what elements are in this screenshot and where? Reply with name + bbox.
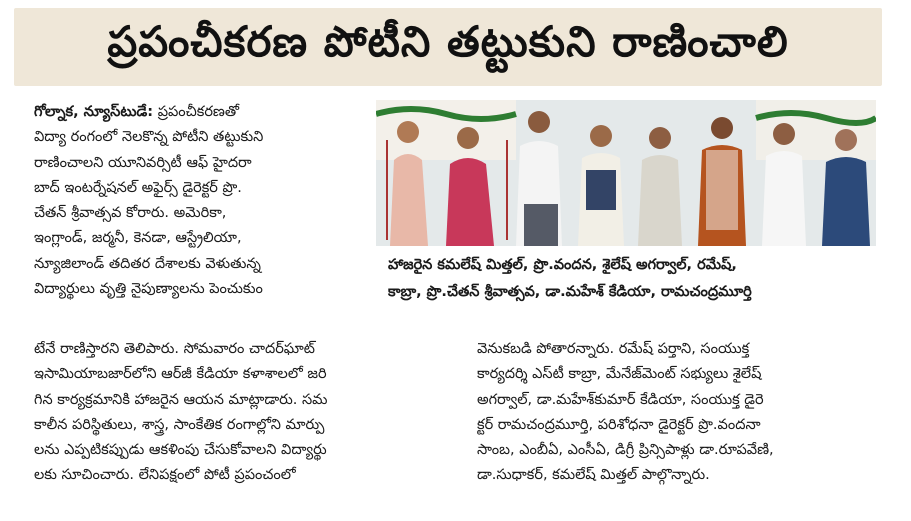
photo-caption <box>388 252 880 306</box>
article-line: విద్యార్థులు వృత్తి నైపుణ్యాలను పెంచుకుం <box>34 281 263 298</box>
article-line: ఇంగ్లాండ్, జర్మనీ, కెనడా, ఆస్ట్రేలియా, <box>34 230 242 247</box>
article-line: క్టర్ రామచంద్రమూర్తి, పరిశోధనా డైరెక్టర్ ప్రొ.వందనా <box>477 416 761 433</box>
article-line: రాణించాలని యూనివర్సిటీ ఆఫ్ హైదరా <box>34 154 252 171</box>
article-line: ఇసామియాబజార్‌లోని ఆర్‌జీ కేడియా కళాశాలలో జరి <box>34 366 327 383</box>
article-line-text: ప్రపంచీకరణతో <box>157 104 240 120</box>
caption-line: హాజరైన కమలేష్ మిత్తల్, ప్రొ.వందన, శైలేష్ అగర్వాల్, రమేష్, <box>388 257 737 273</box>
article-line <box>34 100 370 125</box>
article-column-wide <box>34 337 466 489</box>
event-photo-image <box>376 100 876 246</box>
article-line: అగర్వాల్, డా.మహేశ్‌కుమార్ కేడియా, సంయుక్త డైరె <box>477 391 764 408</box>
article-line: లకు సూచించారు. లేనిపక్షంలో పోటీ ప్రపంచంలో <box>34 467 296 484</box>
article-line: విద్యా రంగంలో నెలకొన్న పోటీని తట్టుకుని <box>34 129 264 146</box>
article-column-left <box>34 100 370 302</box>
headline: ప్రపంచీకరణ పోటీని తట్టుకుని రాణించాలి <box>107 17 789 66</box>
article-line: న్యూజిలాండ్ తదితర దేశాలకు వెళుతున్న <box>34 255 261 272</box>
article-line: టేనే రాణిస్తారని తెలిపారు. సోమవారం చాదర్‌ఘాట్ <box>34 341 315 357</box>
article-line: వెనుకబడి పోతారన్నారు. రమేష్ పర్తాని, సంయుక్త <box>477 341 750 357</box>
article-line: సాంబ, ఎంబీఏ, ఎంసీఏ, డిగ్రీ ప్రిన్సిపాళ్లు డా.రూపవేణి, <box>477 442 774 459</box>
article-line: గిన కార్యక్రమానికి హాజరైన ఆయన మాట్లాడారు. సమ <box>34 391 328 408</box>
article-line: డా.సుధాకర్, కమలేష్ మిత్తల్ పాల్గొన్నారు. <box>477 467 710 484</box>
article-column-right <box>477 337 889 489</box>
article-line: కాలీన పరిస్థితులు, శాస్త్ర, సాంకేతిక రంగాల్లోని మార్పు <box>34 416 325 433</box>
article-line: చేతన్ శ్రీవాత్సవ కోరారు. అమెరికా, <box>34 205 227 222</box>
headline-banner <box>14 8 882 86</box>
dateline: గోల్నాక, న్యూస్‌టుడే: <box>34 104 154 120</box>
article-line: లను ఎప్పటికప్పుడు ఆకళింపు చేసుకోవాలని విద్యార్థు <box>34 442 327 459</box>
article-line: కార్యదర్శి ఎస్‌టీ కాబ్రా, మేనేజ్‌మెంట్ సభ్యులు శైలేష్ <box>477 366 762 383</box>
caption-line: కాబ్రా, ప్రొ.చేతన్ శ్రీవాత్సవ, డా.మహేశ్ కేడియా, రామచంద్రమూర్తి <box>388 284 752 300</box>
event-photo <box>376 100 876 246</box>
article-line: బాద్ ఇంటర్నేషనల్ అఫైర్స్ డైరెక్టర్ ప్రొ. <box>34 179 242 196</box>
